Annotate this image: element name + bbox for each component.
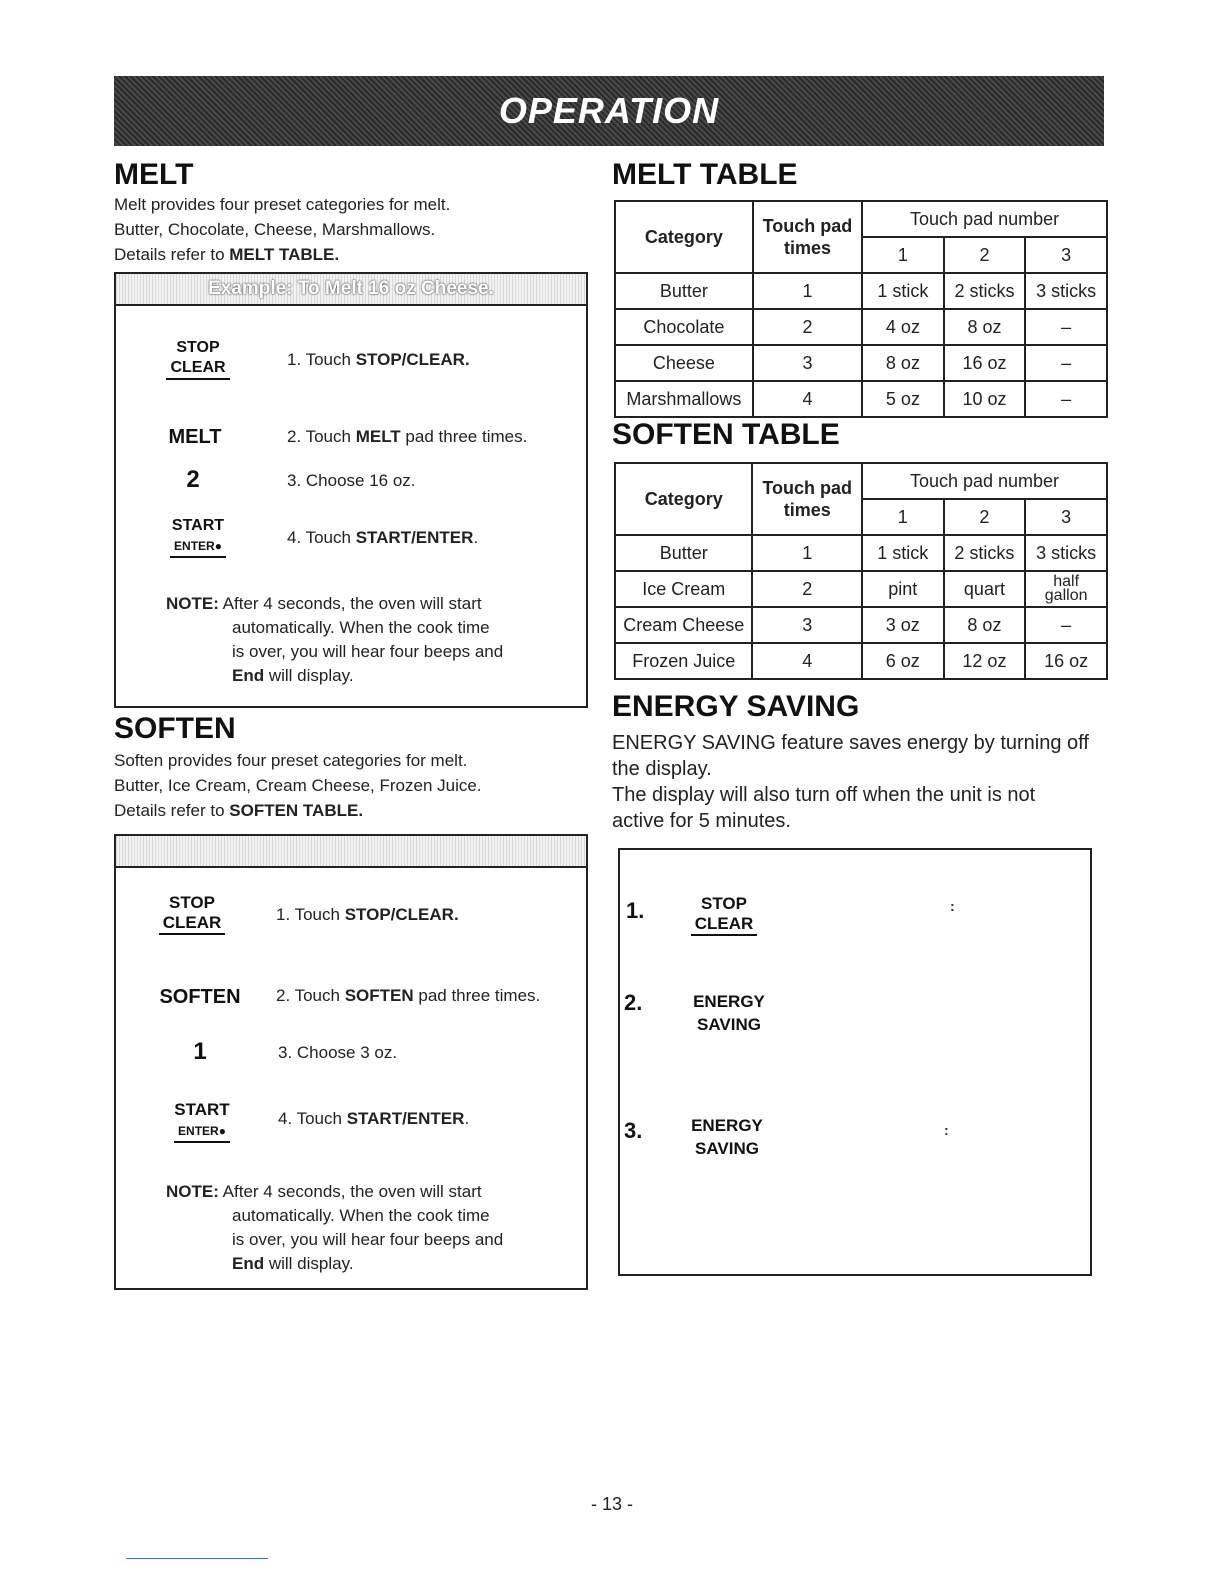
energy-saving-description: ENERGY SAVING feature saves energy by turning off the display. The display will also turn off when the unit is not active for 5 minutes. <box>612 732 1089 832</box>
display-colon: : <box>944 1122 949 1138</box>
lock-icon: ● <box>218 1124 226 1138</box>
header-category: Category <box>615 463 752 535</box>
melt-description: Melt provides four preset categories for melt. Butter, Chocolate, Cheese, Marshmallows. Details refer to MELT TABLE. <box>114 195 451 264</box>
table-row: Butter 1 1 stick 2 sticks 3 sticks <box>615 273 1107 309</box>
operation-banner <box>114 76 1104 146</box>
melt-example-title: Example: To Melt 16 oz Cheese. <box>116 274 586 306</box>
soften-table-heading: SOFTEN TABLE <box>612 418 840 451</box>
table-row: Chocolate 2 4 oz 8 oz – <box>615 309 1107 345</box>
soften-heading: SOFTEN <box>114 712 236 745</box>
page-title: OPERATION <box>498 90 720 131</box>
energy-saving-key: ENERGY SAVING <box>693 992 765 1034</box>
soften-key: SOFTEN <box>159 986 241 1008</box>
header-number: 1 <box>862 237 944 273</box>
lock-icon: ● <box>214 539 222 553</box>
header-touch-pad-number: Touch pad number <box>862 201 1107 237</box>
start-enter-key: START ENTER● <box>158 516 238 558</box>
melt-table <box>614 200 1108 418</box>
header-number: 2 <box>944 499 1026 535</box>
melt-table-heading: MELT TABLE <box>612 158 798 191</box>
soften-table <box>614 462 1108 680</box>
header-number: 3 <box>1025 499 1107 535</box>
step-number: 2. <box>624 990 643 1015</box>
header-number: 2 <box>944 237 1026 273</box>
table-row: Ice Cream 2 pint quart half gallon <box>615 571 1107 607</box>
table-row: Butter 1 1 stick 2 sticks 3 sticks <box>615 535 1107 571</box>
soften-step-3: 3. Choose 3 oz. <box>278 1043 398 1062</box>
half-gallon-cell: half gallon <box>1025 571 1107 607</box>
melt-key: MELT <box>168 426 222 448</box>
soften-example-title <box>116 836 586 868</box>
soften-step-1: 1. Touch STOP/CLEAR. <box>276 905 459 924</box>
soften-step-4: 4. Touch START/ENTER. <box>278 1109 470 1128</box>
divider <box>126 1558 268 1559</box>
step-number: 1. <box>626 898 645 923</box>
header-touch-pad-number: Touch pad number <box>862 463 1107 499</box>
melt-step-1: 1. Touch STOP/CLEAR. <box>287 350 470 369</box>
stop-clear-key: STOP CLEAR <box>152 893 232 935</box>
display-colon: : <box>950 898 955 914</box>
melt-heading: MELT <box>114 158 194 191</box>
melt-step-3: 3. Choose 16 oz. <box>287 471 416 490</box>
soften-step-2: 2. Touch SOFTEN pad three times. <box>276 986 541 1005</box>
number-1-key: 1 <box>193 1038 207 1065</box>
header-category: Category <box>615 201 753 273</box>
soften-description: Soften provides four preset categories for melt. Butter, Ice Cream, Cream Cheese, Frozen Juice. Details refer to SOFTEN TABLE. <box>114 751 482 820</box>
soften-note: NOTE: After 4 seconds, the oven will start automatically. When the cook time is over, you will hear four beeps and End will display. <box>166 1182 504 1273</box>
energy-saving-heading: ENERGY SAVING <box>612 690 860 723</box>
start-enter-key: START ENTER● <box>160 1100 244 1143</box>
header-number: 1 <box>862 499 944 535</box>
stop-clear-key: STOP CLEAR <box>684 894 764 936</box>
melt-note: NOTE: After 4 seconds, the oven will start automatically. When the cook time is over, you will hear four beeps and End will display. <box>166 594 504 685</box>
table-row: Cheese 3 8 oz 16 oz – <box>615 345 1107 381</box>
table-row: Marshmallows 4 5 oz 10 oz – <box>615 381 1107 417</box>
energy-saving-key: ENERGY SAVING <box>691 1116 763 1158</box>
number-2-key: 2 <box>186 466 200 493</box>
page-number: - 13 - <box>590 1494 633 1514</box>
table-row: Cream Cheese 3 3 oz 8 oz – <box>615 607 1107 643</box>
stop-clear-key: STOP CLEAR <box>158 338 238 380</box>
header-number: 3 <box>1025 237 1107 273</box>
step-number: 3. <box>624 1118 643 1143</box>
melt-step-4: 4. Touch START/ENTER. <box>287 528 479 547</box>
table-row: Frozen Juice 4 6 oz 12 oz 16 oz <box>615 643 1107 679</box>
header-touch-pad-times: Touch pad times <box>752 463 862 535</box>
header-touch-pad-times: Touch pad times <box>753 201 862 273</box>
melt-step-2: 2. Touch MELT pad three times. <box>287 427 528 446</box>
